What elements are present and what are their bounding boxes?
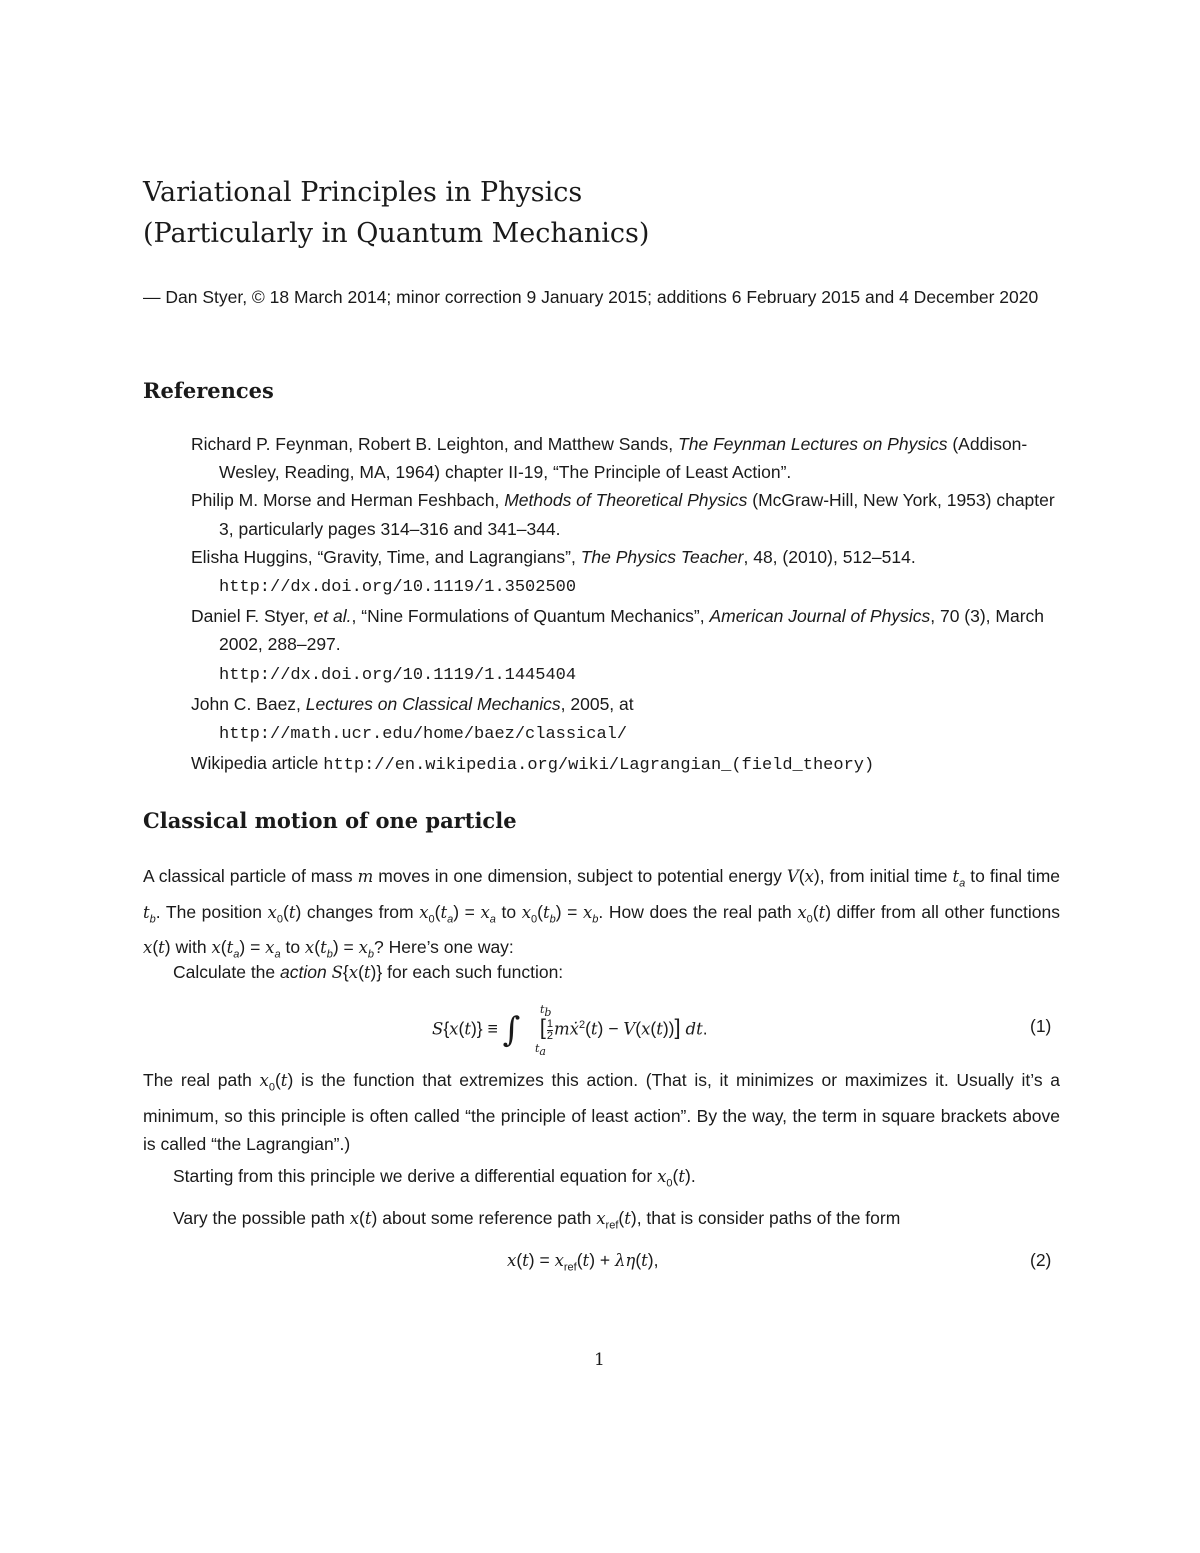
author-byline: — Dan Styer, © 18 March 2014; minor correction 9 January 2015; additions 6 February 2015 and 4 December 2020 [143,287,1039,307]
huggins-doi-link[interactable]: http://dx.doi.org/10.1119/1.3502500 [219,578,577,598]
section-heading: Classical motion of one particle [143,808,517,833]
equation-2-number: (2) [1030,1250,1052,1270]
reference-huggins: Elisha Huggins, “Gravity, Time, and Lagrangians”, The Physics Teacher, 48, (2010), 512–514. http://dx.doi.org/10.1119/1.3502500 [191,546,916,598]
title-line-2: (Particularly in Quantum Mechanics) [143,218,650,249]
reference-morse: Philip M. Morse and Herman Feshbach, Methods of Theoretical Physics (McGraw-Hill, New York, 1953) chapter 3, particularly pages 314–316 and 341–344. [191,490,1055,539]
wikipedia-link[interactable]: http://en.wikipedia.org/wiki/Lagrangian_(field_theory) [323,756,875,776]
paper-title [143,172,649,254]
references-heading: References [143,378,274,403]
reference-feynman: Richard P. Feynman, Robert B. Leighton, and Matthew Sands, The Feynman Lectures on Physics (Addison-Wesley, Reading, MA, 1964) chapter II-19, “The Principle of Least Action”. [191,434,1028,483]
baez-link[interactable]: http://math.ucr.edu/home/baez/classical/ [219,725,628,745]
integral-upper-limit: $t_b$ [540,1003,552,1020]
paragraph-action: Calculate the action S{x(t)} for each such function: [173,962,564,982]
equation-2: $x(t) = x_{ref}(t) + \lambda\eta(t)$, [507,1250,659,1274]
equation-1: S{x(t)} ≡ ∫ [ $\frac{1}{2}$ mẋ$^2$(t) − V(x(t))] dt. [432,1010,708,1050]
equation-1-number: (1) [1030,1016,1052,1036]
styer-doi-link[interactable]: http://dx.doi.org/10.1119/1.1445404 [219,665,577,685]
paragraph-derive: Starting from this principle we derive a differential equation for $x_0(t)$. [173,1166,696,1190]
reference-styer: Daniel F. Styer, et al., “Nine Formulations of Quantum Mechanics”, American Journal of Physics, 70 (3), March 2002, 288–297. http://dx.doi.org/10.1119/1.1445404 [191,606,1045,685]
paragraph-intro: A classical particle of mass m moves in one dimension, subject to potential energy V(x), from initial time $t_a$ to final time $t_b$. The position $x_0(t)$ changes from $x_0(t_a) = x_a$ to $x_0(t_b) = x_b$. How does the real path $x_0(t)$ differ from all other functions x(t) with $x(t_a) = x_a$ to $x(t_b) = x_b$? Here’s one way: [143,866,1061,961]
title-line-1: Variational Principles in Physics [143,177,583,208]
paragraph-vary: Vary the possible path x(t) about some reference path $x_{ref}(t)$, that is consider paths of the form [173,1208,901,1232]
reference-baez: John C. Baez, Lectures on Classical Mechanics, 2005, at http://math.ucr.edu/home/baez/classical/ [191,693,634,745]
reference-list [191,430,1071,780]
paragraph-least-action: The real path $x_0(t)$ is the function that extremizes this action. (That is, it minimizes or maximizes it. Usually it’s a minimum, so this principle is often called “the principle of least action”. By the way, the term in square brackets above is called “the Lagrangian”.) [143,1070,1061,1154]
page-number: 1 [594,1350,605,1370]
reference-wikipedia: Wikipedia article http://en.wikipedia.org/wiki/Lagrangian_(field_theory) [191,753,875,776]
integral-lower-limit: $t_a$ [535,1042,546,1059]
